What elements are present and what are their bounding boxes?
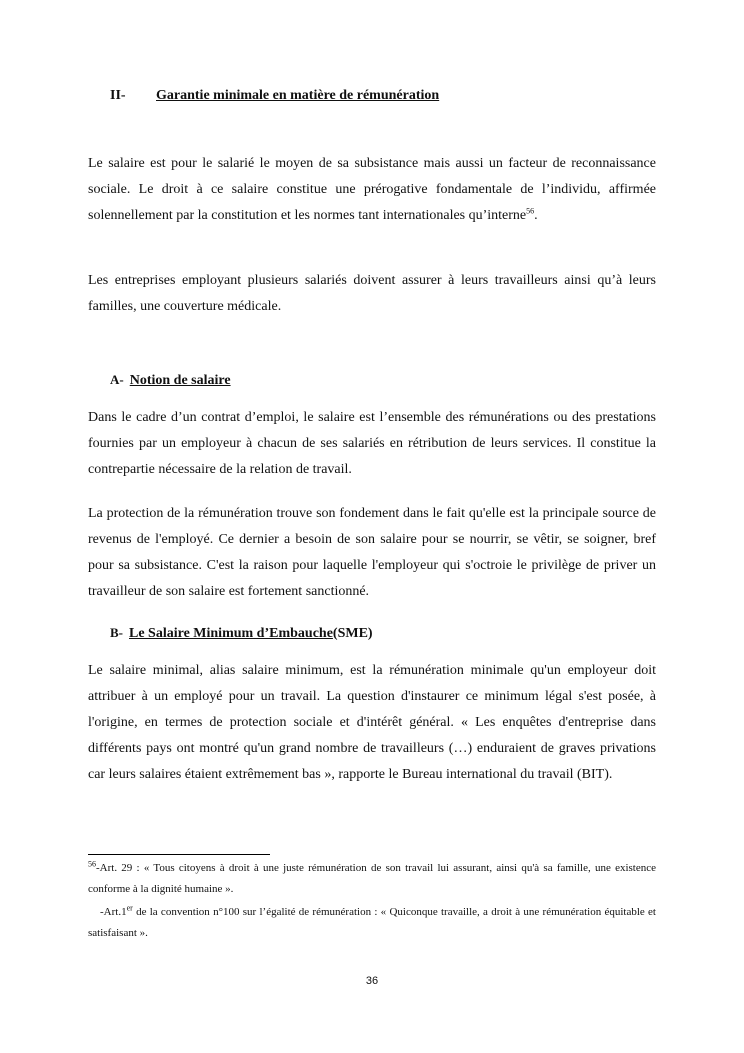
footnote-1-number: 56 [88,859,96,869]
subsection-b-title: Le Salaire Minimum d’Embauche [129,626,333,641]
subsection-b-paragraph-1: Le salaire minimal, alias salaire minimum, est la rémunération minimale qu'un employeur doit attribuer à un employé pour un travail. La question d'instaurer ce minimum légal s'est posée, à l'origine, en termes de protection sociale et d'intérêt général. « Les enquêtes d'entreprise dans différents pays ont montré qu'un grand nombre de travailleurs (…) enduraient de graves privations car leurs salaires étaient extrêmement bas », rapporte le Bureau international du travail (BIT). [88,663,656,782]
subsection-b-suffix: (SME) [332,626,373,641]
subsection-b-heading [110,625,373,642]
intro-paragraph-1-end: . [534,208,538,223]
page-number: 36 [365,975,379,987]
intro-paragraph-1 [88,151,656,229]
subsection-a-heading [110,372,231,389]
section-number: II- [110,88,126,103]
intro-paragraph-2: Les entreprises employant plusieurs salariés doivent assurer à leurs travailleurs ainsi qu’à leurs familles, une couverture médicale. [88,273,656,314]
subsection-b-letter: B- [110,625,123,640]
footnote-separator [88,854,270,855]
section-heading [110,88,439,104]
footnote-2 [88,902,656,944]
subsection-a-paragraph-1: Dans le cadre d’un contrat d’emploi, le salaire est l’ensemble des rémunérations ou des prestations fournies par un employeur à chacun de ses salariés en rétribution de leurs services. Il constitue la contrepartie nécessaire de la relation de travail. [88,410,656,477]
intro-paragraph-1-text: Le salaire est pour le salarié le moyen de sa subsistance mais aussi un facteur de reconnaissance sociale. Le droit à ce salaire constitue une prérogative fondamentale de l’individu, affirmée solennellement par la constitution et les normes tant internationales qu’interne [88,156,656,223]
footnote-1 [88,858,656,900]
subsection-a-letter: A- [110,372,124,387]
subsection-a-title: Notion de salaire [129,373,231,388]
subsection-a-paragraph-2: La protection de la rémunération trouve son fondement dans le fait qu'elle est la principale source de revenus de l'employé. Ce dernier a besoin de son salaire pour se nourrir, se vêtir, se soigner, bref pour sa subsistance. C'est la raison pour laquelle l'employeur qui s'octroie le privilège de priver un travailleur de son salaire est fortement sanctionné. [88,506,656,599]
footnote-2-text: de la convention n°100 sur l’égalité de rémunération : « Quiconque travaille, a droit à une rémunération équitable et satisfaisant ». [88,906,656,939]
section-title: Garantie minimale en matière de rémunération [156,88,440,103]
footnote-reference[interactable]: 56 [526,206,535,216]
footnote-1-text: -Art. 29 : « Tous citoyens à droit à une juste rémunération de son travail lui assurant, ainsi qu'à sa famille, une existence conforme à la dignité humaine ». [88,862,656,895]
footnote-2-prefix: -Art.1 [100,906,127,918]
footnote-2-sup: er [126,903,133,913]
